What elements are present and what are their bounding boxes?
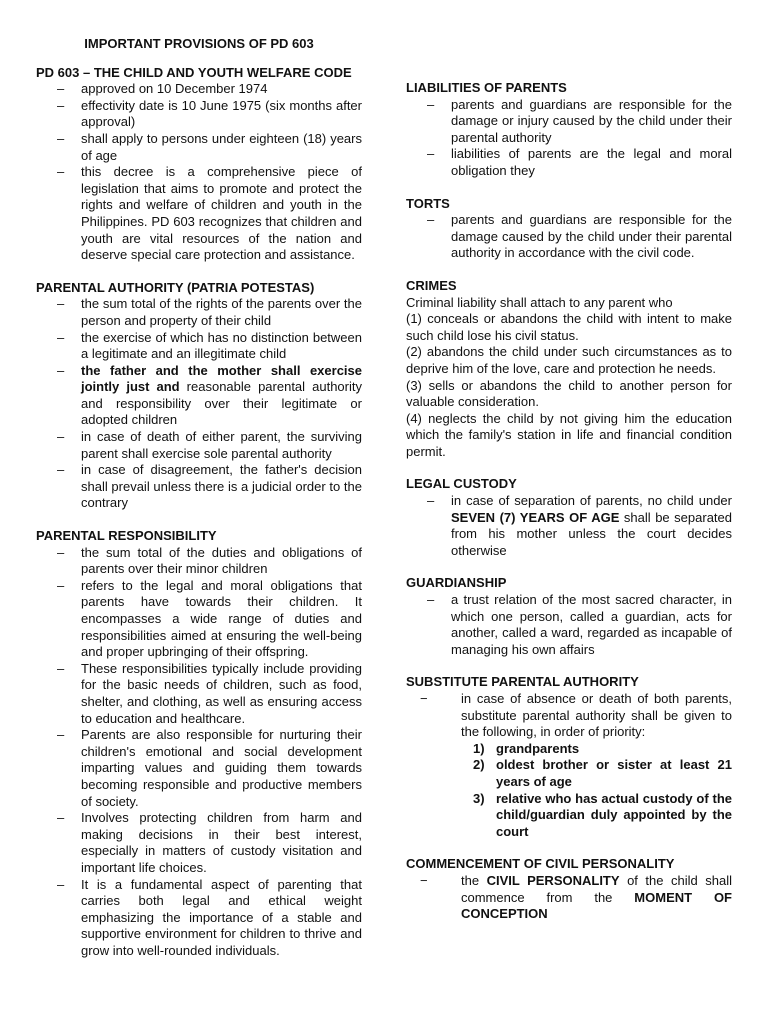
priority-number: 1) — [473, 740, 485, 756]
list-item-text: of the child shall commence from the — [461, 872, 733, 905]
priority-number: 2) — [473, 757, 485, 773]
torts-heading: TORTS — [406, 195, 450, 211]
list-item — [406, 873, 732, 923]
list-item: – refers to the legal and moral obligations that parents have towards their children. It encompasses a wide range of duties and responsibilities aimed at ensuring the well-being and proper upbringing of their offspring. — [36, 578, 362, 661]
list-item: – effectivity date is 10 June 1975 (six months after approval) — [36, 98, 362, 131]
list-item-text: shall be separated from his mother unless the court decides otherwise — [451, 509, 733, 558]
bold-text: the father and the mother shall exercise jointly just and — [81, 362, 362, 395]
list-item: – this decree is a comprehensive piece of legislation that aims to promote and protect the rights and welfare of children and youth in the Philippines. PD 603 recognizes that children and youth are vital resources of the nation and deserve special care protection and assistance. — [36, 164, 362, 264]
list-item-text: reasonable parental authority and responsibility over their legitimate or adopted children — [81, 379, 362, 428]
list-item: – a trust relation of the most sacred character, in which one person, called a guardian, acts for another, called a ward, regarded as incapable of managing his own affairs — [406, 592, 732, 658]
list-item: – Parents are also responsible for nurturing their children's emotional and social development imparting values and guiding them towards becoming responsible and productive members of society. — [36, 727, 362, 810]
priority-item — [406, 741, 732, 758]
crimes-line: (4) neglects the child by not giving him the education which the family's station in life and financial condition permit. — [406, 410, 732, 459]
pd603-list — [36, 81, 362, 264]
list-item: – in case of disagreement, the father's decision shall prevail unless there is a judicial order to the contrary — [36, 462, 362, 512]
list-item: – the sum total of the duties and obligations of parents over their minor children — [36, 545, 362, 578]
guardianship-list — [406, 592, 732, 658]
bold-text: MOMENT OF CONCEPTION — [461, 889, 732, 922]
parental-authority-list — [36, 296, 362, 512]
legal-custody-heading: LEGAL CUSTODY — [406, 476, 517, 492]
crimes-line: (2) abandons the child under such circumstances as to deprive him of the love, care and protection he needs. — [406, 344, 732, 376]
parental-responsibility-list — [36, 545, 362, 960]
list-item — [36, 363, 362, 429]
list-item: – shall apply to persons under eighteen (18) years of age — [36, 131, 362, 164]
list-item: − in case of absence or death of both parents, substitute parental authority shall be given to the following, in order of priority: — [406, 691, 732, 741]
civil-personality-list — [406, 873, 732, 923]
parental-responsibility-heading: PARENTAL RESPONSIBILITY — [36, 528, 217, 544]
list-item: – It is a fundamental aspect of parenting that carries both legal and ethical weight emphasizing the importance of a stable and supportive environment for children to thrive and grow into well-rounded individuals. — [36, 877, 362, 960]
bold-text: CIVIL PERSONALITY — [486, 872, 620, 888]
list-item: – parents and guardians are responsible for the damage caused by the child under their parental authority in accordance with the civil code. — [406, 212, 732, 262]
parental-authority-heading: PARENTAL AUTHORITY (PATRIA POTESTAS) — [36, 279, 315, 295]
list-item: – liabilities of parents are the legal and moral obligation they — [406, 146, 732, 179]
priority-item — [406, 757, 732, 790]
list-item: – Involves protecting children from harm and making decisions in their best interest, especially in matters of custody visitation and important life choices. — [36, 810, 362, 876]
crimes-intro: Criminal liability shall attach to any parent who — [406, 294, 673, 310]
guardianship-heading: GUARDIANSHIP — [406, 575, 507, 591]
crimes-line: (3) sells or abandons the child to another person for valuable consideration. — [406, 377, 732, 410]
list-item: – in case of death of either parent, the surviving parent shall exercise sole parental authority — [36, 429, 362, 462]
substitute-list — [406, 691, 732, 741]
crimes-heading: CRIMES — [406, 277, 457, 293]
left-column — [36, 36, 362, 959]
substitute-heading: SUBSTITUTE PARENTAL AUTHORITY — [406, 674, 639, 690]
priority-item — [406, 791, 732, 841]
list-item: – These responsibilities typically include providing for the basic needs of children, such as food, shelter, and clothing, as well as ensuring access to education and healthcare. — [36, 661, 362, 727]
priority-number: 3) — [473, 790, 485, 806]
list-item: – approved on 10 December 1974 — [36, 81, 362, 98]
priority-text: grandparents — [496, 740, 580, 756]
bold-text: SEVEN (7) YEARS OF AGE — [451, 509, 620, 525]
page-title: IMPORTANT PROVISIONS OF PD 603 — [84, 36, 314, 51]
pd603-heading: PD 603 – THE CHILD AND YOUTH WELFARE CODE — [36, 64, 352, 80]
priority-text: oldest brother or sister at least 21 years of age — [496, 757, 732, 789]
right-column — [406, 68, 732, 923]
list-item — [406, 493, 732, 559]
legal-custody-list — [406, 493, 732, 559]
civil-personality-heading: COMMENCEMENT OF CIVIL PERSONALITY — [406, 856, 675, 872]
priority-text: relative who has actual custody of the child/guardian duly appointed by the court — [496, 790, 732, 839]
liabilities-heading: LIABILITIES OF PARENTS — [406, 80, 567, 95]
list-item-text: the — [461, 872, 487, 888]
priority-list — [406, 741, 732, 841]
torts-list — [406, 212, 732, 262]
list-item-text: in case of separation of parents, no child under — [451, 493, 732, 509]
list-item: – the exercise of which has no distinction between a legitimate and an illegitimate child — [36, 330, 362, 363]
liabilities-list — [406, 97, 732, 180]
list-item: – parents and guardians are responsible for the damage or injury caused by the child under their parental authority — [406, 97, 732, 147]
list-item: – the sum total of the rights of the parents over the person and property of their child — [36, 296, 362, 329]
crimes-line: (1) conceals or abandons the child with intent to make such child lose his civil status. — [406, 311, 732, 343]
